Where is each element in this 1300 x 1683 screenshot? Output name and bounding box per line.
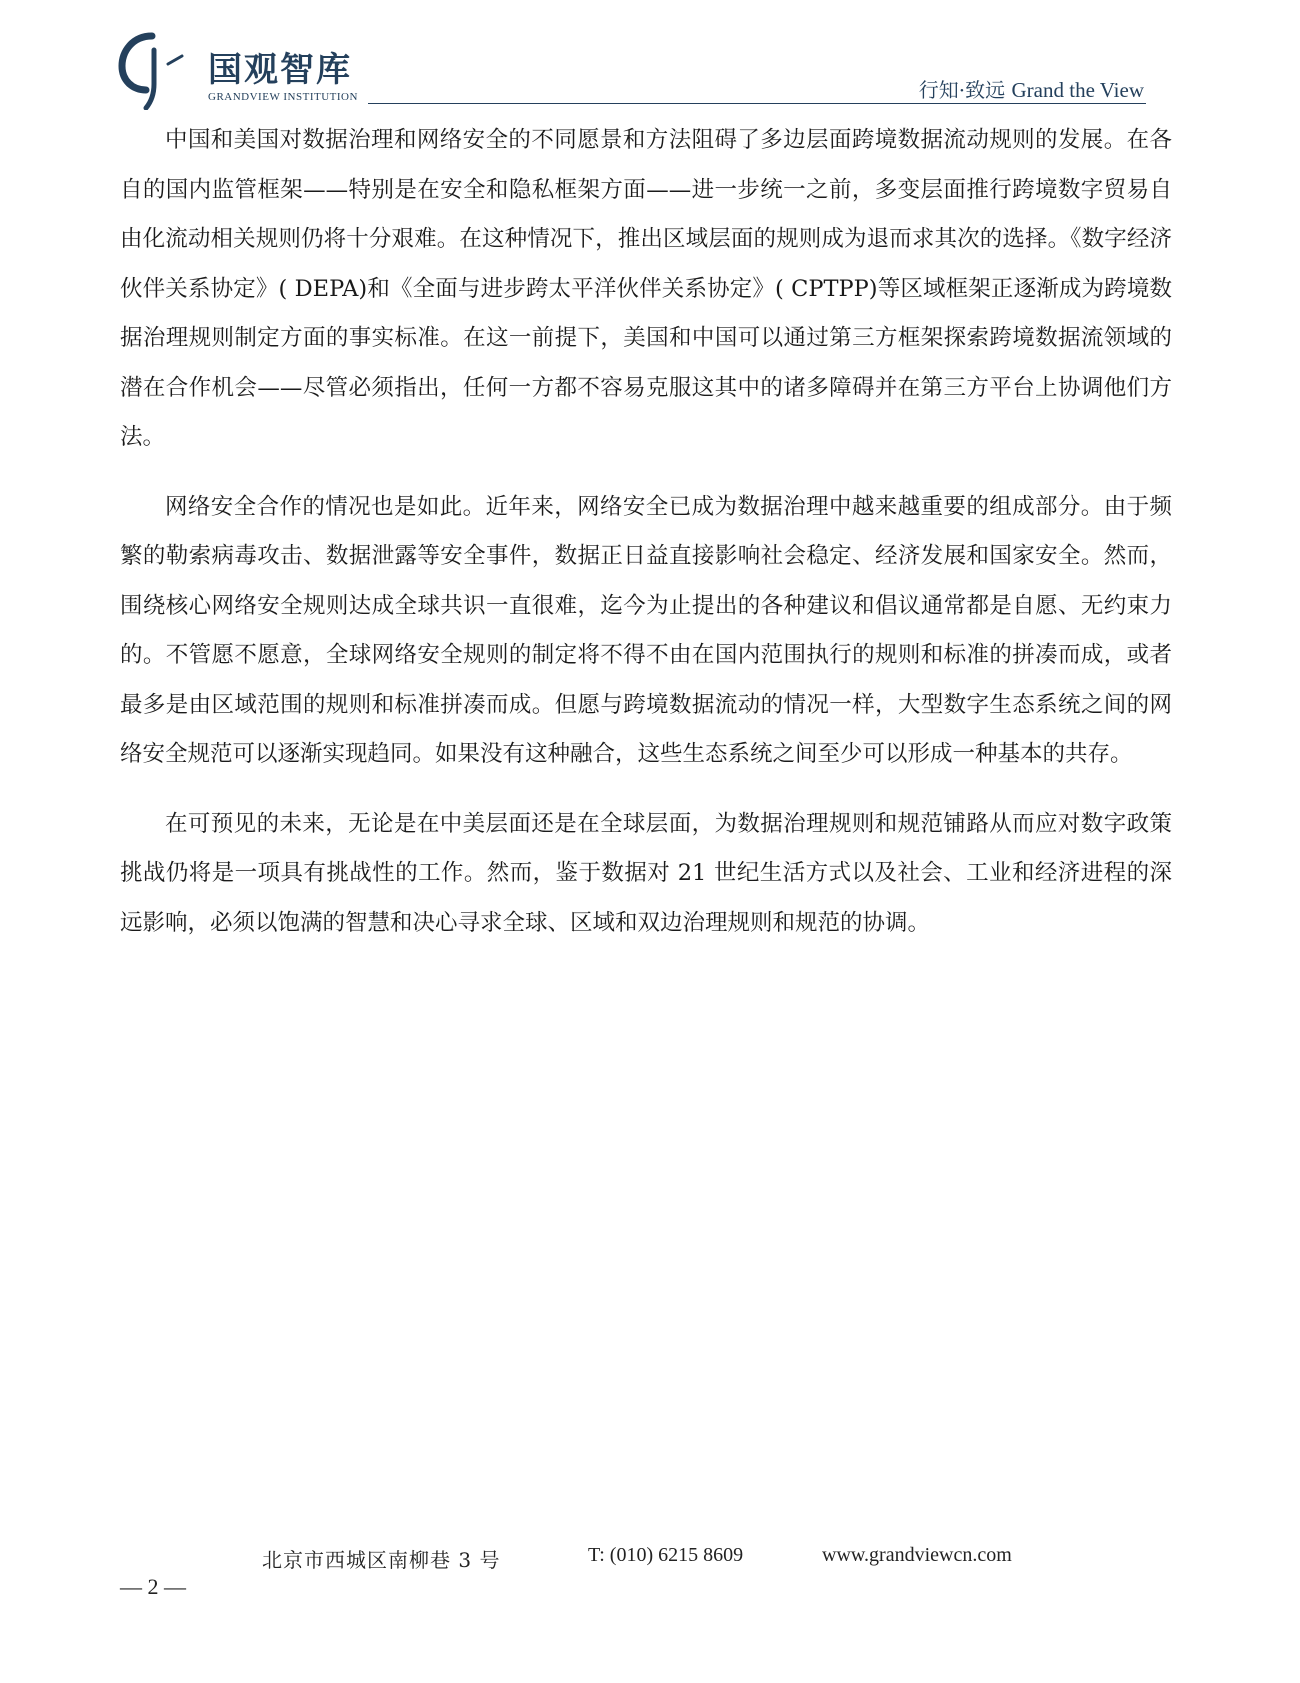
slogan-english: Grand the View [1011, 78, 1144, 102]
logo-chinese-name: 国观智库 [208, 50, 352, 90]
footer-address: 北京市西城区南柳巷 3 号 [262, 1548, 501, 1572]
paragraph: 中国和美国对数据治理和网络安全的不同愿景和方法阻碍了多边层面跨境数据流动规则的发展。在各自的国内监管框架——特别是在安全和隐私框架方面——进一步统一之前，多变层面推行跨境数字贸易自由化流动相关规则仍将十分艰难。在这种情况下，推出区域层面的规则成为退而求其次的选择。《数字经济伙伴关系协定》( DEPA)和《全面与进步跨太平洋伙伴关系协定》( CPTPP)等区域框架正逐渐成为跨境数据治理规则制定方面的事实标准。在这一前提下，美国和中国可以通过第三方框架探索跨境数据流领域的潜在合作机会——尽管必须指出，任何一方都不容易克服这其中的诸多障碍并在第三方平台上协调他们方法。 [120, 127, 1172, 450]
slogan-chinese: 行知·致远 [918, 78, 1006, 102]
logo-english-name: GRANDVIEW INSTITUTION [208, 91, 358, 103]
document-body [120, 116, 1172, 968]
header-slogan [919, 74, 1144, 103]
page-footer [0, 1544, 1300, 1574]
footer-phone: T: (010) 6215 8609 [588, 1544, 744, 1566]
page-number: — 2 — [120, 1574, 186, 1599]
header-divider [368, 103, 1146, 104]
footer-website: www.grandviewcn.com [822, 1544, 1012, 1566]
grandview-logo-icon [118, 30, 188, 110]
page-header [0, 0, 1300, 120]
paragraph: 网络安全合作的情况也是如此。近年来，网络安全已成为数据治理中越来越重要的组成部分。由于频繁的勒索病毒攻击、数据泄露等安全事件，数据正日益直接影响社会稳定、经济发展和国家安全。然而，围绕核心网络安全规则达成全球共识一直很难，迄今为止提出的各种建议和倡议通常都是自愿、无约束力的。不管愿不愿意，全球网络安全规则的制定将不得不由在国内范围执行的规则和标准的拼凑而成，或者最多是由区域范围的规则和标准拼凑而成。但愿与跨境数据流动的情况一样，大型数字生态系统之间的网络安全规范可以逐渐实现趋同。如果没有这种融合，这些生态系统之间至少可以形成一种基本的共存。 [120, 493, 1172, 767]
paragraph: 在可预见的未来，无论是在中美层面还是在全球层面，为数据治理规则和规范铺路从而应对数字政策挑战仍将是一项具有挑战性的工作。然而，鉴于数据对 21 世纪生活方式以及社会、工业和经济进程的深远影响，必须以饱满的智慧和决心寻求全球、区域和双边治理规则和规范的协调。 [120, 810, 1172, 936]
